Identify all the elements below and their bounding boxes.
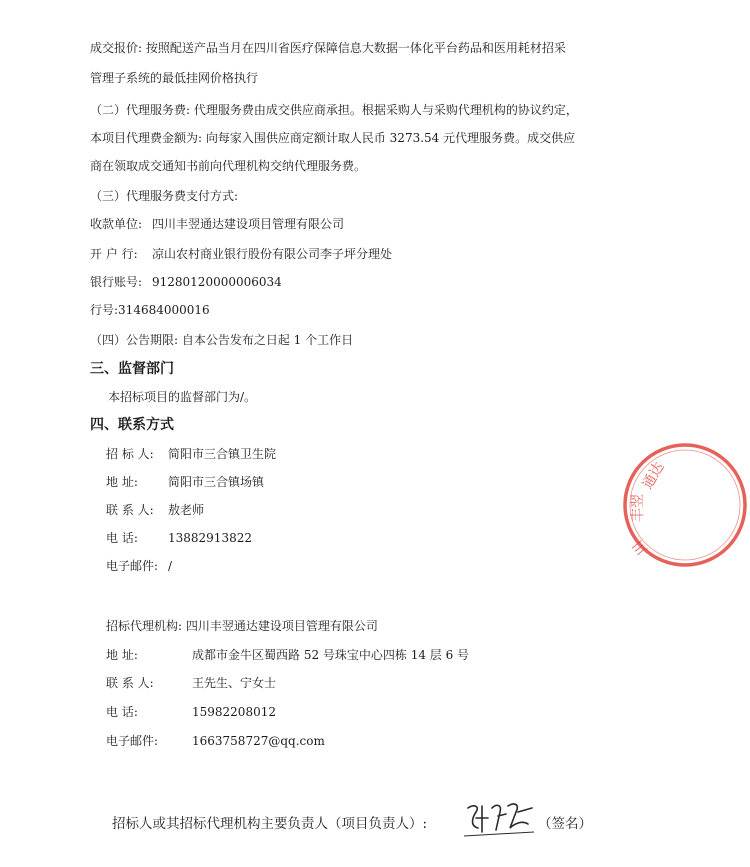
- payee-value: 四川丰翌通达建设项目管理有限公司: [152, 217, 345, 231]
- account-label: 银行账号:: [90, 275, 143, 289]
- bank-label: 开 户 行:: [90, 247, 138, 261]
- handwritten-signature: [462, 798, 540, 840]
- tenderer-name-value: 简阳市三合镇卫生院: [168, 447, 277, 461]
- svg-text:通达: 通达: [639, 459, 668, 492]
- tenderer-phone-value: 13882913822: [168, 531, 252, 545]
- bankno-row: [90, 302, 210, 318]
- tenderer-email-value: /: [168, 559, 173, 573]
- bankno-label: 行号:: [90, 303, 119, 317]
- account-row: [90, 274, 282, 290]
- agency-fee-line-2: 本项目代理费金额为: 向每家入围供应商定额计取人民币 3273.54 元代理服务费。成交供应: [90, 131, 576, 145]
- agency-phone-label: 电 话:: [106, 705, 138, 719]
- payee-label: 收款单位:: [90, 217, 143, 231]
- agency-address-value: 成都市金牛区蜀西路 52 号珠宝中心四栋 14 层 6 号: [192, 648, 470, 662]
- payment-method-title: （三）代理服务费支付方式:: [90, 189, 239, 203]
- agency-row: [106, 733, 325, 749]
- bankno-value: 314684000016: [118, 303, 210, 317]
- tenderer-address-label: 地 址:: [106, 475, 138, 489]
- agency-row: [106, 647, 469, 663]
- tenderer-phone-label: 电 话:: [106, 531, 138, 545]
- tenderer-row: [106, 530, 252, 546]
- tenderer-contact-value: 敖老师: [168, 503, 205, 517]
- svg-text:川: 川: [629, 536, 652, 558]
- agency-name-line: 招标代理机构: 四川丰翌通达建设项目管理有限公司: [106, 619, 378, 633]
- company-seal: [620, 440, 750, 570]
- section4-heading: 四、联系方式: [90, 417, 174, 433]
- price-line-2: 管理子系统的最低挂网价格执行: [90, 71, 259, 85]
- account-value: 91280120000006034: [152, 275, 282, 289]
- agency-contact-label: 联 系 人:: [106, 676, 154, 690]
- payee-row: [90, 216, 344, 232]
- agency-email-value: 1663758727@qq.com: [192, 734, 325, 748]
- tenderer-row: [106, 446, 276, 462]
- notice-period: （四）公告期限: 自本公告发布之日起 1 个工作日: [90, 333, 354, 347]
- tenderer-contact-label: 联 系 人:: [106, 503, 154, 517]
- agency-row: [106, 704, 276, 720]
- section3-heading: 三、监督部门: [90, 361, 174, 377]
- tenderer-row: [106, 502, 204, 518]
- agency-email-label: 电子邮件:: [106, 734, 159, 748]
- tenderer-row: [106, 558, 172, 574]
- tenderer-row: [106, 474, 264, 490]
- bank-value: 凉山农村商业银行股份有限公司李子坪分理处: [152, 247, 393, 261]
- tenderer-name-label: 招 标 人:: [106, 447, 154, 461]
- agency-row: [106, 675, 276, 691]
- signature-statement: 招标人或其招标代理机构主要负责人（项目负责人）:: [112, 816, 428, 832]
- agency-phone-value: 15982208012: [192, 705, 276, 719]
- tenderer-address-value: 简阳市三合镇场镇: [168, 475, 265, 489]
- section3-body: 本招标项目的监督部门为/。: [108, 390, 257, 404]
- agency-fee-line-1: （二）代理服务费: 代理服务费由成交供应商承担。根据采购人与采购代理机构的协议约定，: [90, 103, 578, 117]
- signature-suffix: （签名）: [538, 816, 592, 832]
- price-line-1: 成交报价: 按照配送产品当月在四川省医疗保障信息大数据一体化平台药品和医用耗材招采: [90, 41, 566, 55]
- agency-address-label: 地 址:: [106, 648, 138, 662]
- svg-text:丰翌: 丰翌: [630, 494, 646, 522]
- agency-contact-value: 王先生、宁女士: [192, 676, 277, 690]
- bank-row: [90, 246, 392, 262]
- agency-fee-line-3: 商在领取成交通知书前向代理机构交纳代理服务费。: [90, 159, 367, 173]
- tenderer-email-label: 电子邮件:: [106, 559, 159, 573]
